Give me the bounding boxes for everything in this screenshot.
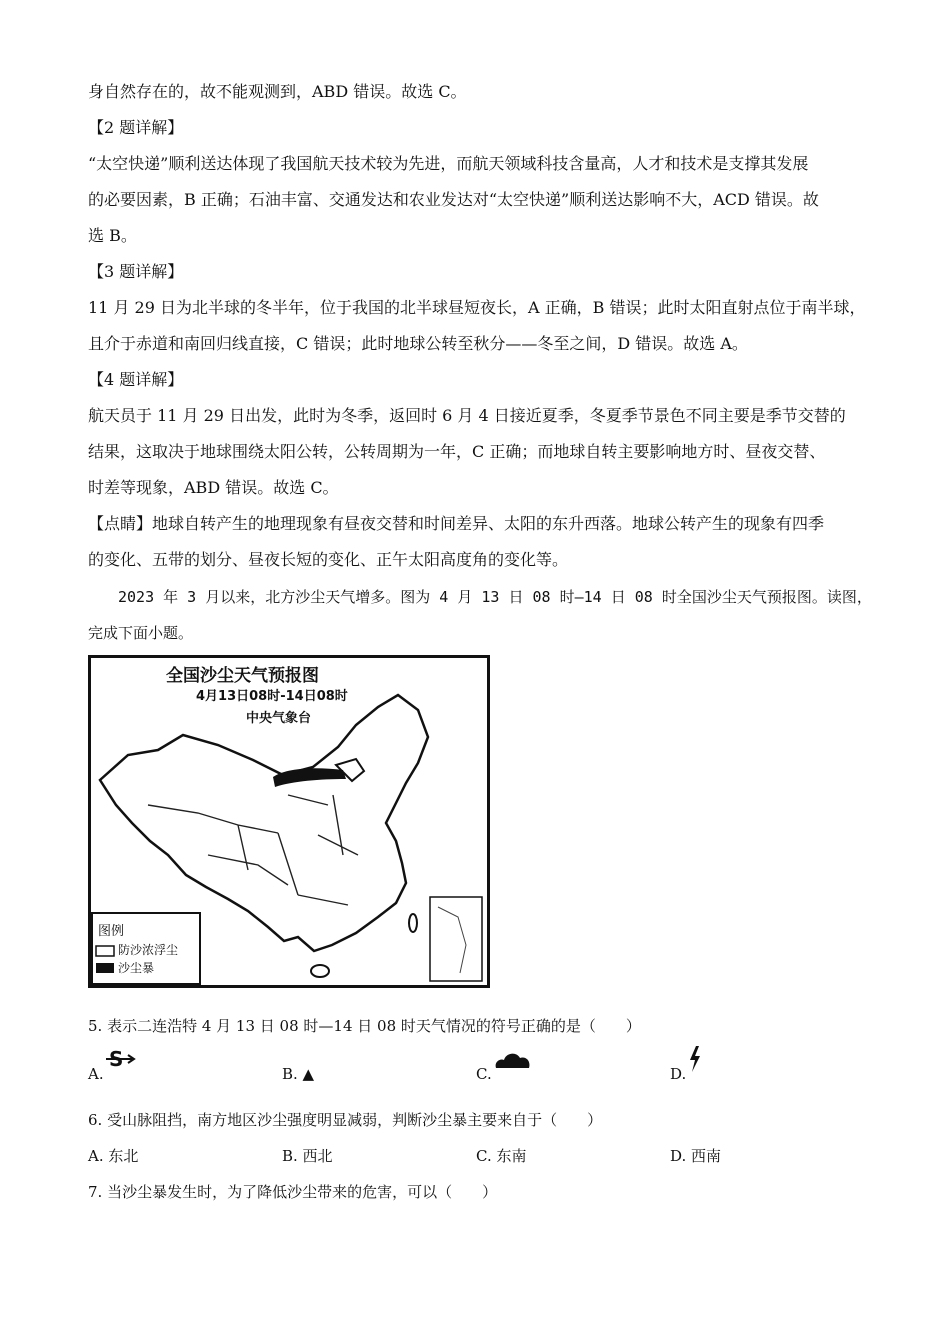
map-title: 全国沙尘天气预报图 bbox=[166, 666, 319, 686]
text-line: 航天员于 11 月 29 日出发，此时为冬季，返回时 6 月 4 日接近夏季，冬夏季节景色不同主要是季节交替的 bbox=[88, 406, 846, 425]
legend-label-float-dust: 防沙浓浮尘 bbox=[118, 943, 179, 957]
map-agency: 中央气象台 bbox=[246, 711, 312, 726]
map-graphic bbox=[88, 655, 490, 988]
note-line: 【点睛】地球自转产生的地理现象有昼夜交替和时间差异、太阳的东升西落。地球公转产生的现象有四季 bbox=[88, 514, 825, 533]
question-6-stem: 6. 受山脉阻挡，南方地区沙尘强度明显减弱，判断沙尘暴主要来自于（ ） bbox=[88, 1111, 603, 1129]
q5-option-c[interactable] bbox=[476, 1064, 492, 1084]
legend-label-dust-storm: 沙尘暴 bbox=[118, 961, 155, 975]
question-5-stem: 5. 表示二连浩特 4 月 13 日 08 时—14 日 08 时天气情况的符号正确的是（ ） bbox=[88, 1017, 641, 1035]
text-line: 且介于赤道和南回归线直接，C 错误；此时地球公转至秋分——冬至之间，D 错误。故选 A。 bbox=[88, 334, 748, 353]
legend-title: 图例 bbox=[98, 924, 125, 939]
q5-option-d[interactable] bbox=[670, 1064, 686, 1084]
section-heading: 【3 题详解】 bbox=[88, 262, 184, 281]
text-line: 身自然存在的，故不能观测到，ABD 错误。故选 C。 bbox=[88, 82, 467, 101]
text-line: 选 B。 bbox=[88, 226, 137, 245]
south-china-sea-inset bbox=[430, 897, 482, 981]
question-7-stem: 7. 当沙尘暴发生时，为了降低沙尘带来的危害，可以（ ） bbox=[88, 1183, 498, 1201]
section-heading: 【4 题详解】 bbox=[88, 370, 184, 389]
cloud-symbol-icon bbox=[494, 1050, 532, 1070]
svg-text:S: S bbox=[109, 1048, 124, 1070]
q5-option-b[interactable] bbox=[282, 1064, 314, 1084]
sandstorm-symbol-icon bbox=[106, 1048, 136, 1070]
option-label: B. ▲ bbox=[282, 1065, 315, 1083]
intro-line: 完成下面小题。 bbox=[88, 624, 194, 642]
q5-option-a[interactable] bbox=[88, 1064, 104, 1084]
option-label: A. bbox=[88, 1065, 104, 1083]
map-subtitle: 4月13日08时-14日08时 bbox=[196, 689, 348, 704]
q6-option-c[interactable]: C. 东南 bbox=[476, 1147, 527, 1165]
text-line: 时差等现象，ABD 错误。故选 C。 bbox=[88, 478, 339, 497]
intro-line: 2023 年 3 月以来，北方沙尘天气增多。图为 4 月 13 日 08 时—14 日 08 时全国沙尘天气预报图。读图， bbox=[118, 588, 872, 606]
text-line: “太空快递”顺利送达体现了我国航天技术较为先进，而航天领域科技含量高，人才和技术是支撑其发展 bbox=[88, 154, 809, 173]
text-line: 结果，这取决于地球围绕太阳公转，公转周期为一年，C 正确；而地球自转主要影响地方时、昼夜交替、 bbox=[88, 442, 826, 461]
lightning-symbol-icon bbox=[688, 1046, 702, 1072]
text-line: 的必要因素，B 正确；石油丰富、交通发达和农业发达对“太空快递”顺利送达影响不大，ACD 错误。故 bbox=[88, 190, 819, 209]
dust-forecast-map bbox=[88, 655, 490, 988]
text-line: 的变化、五带的划分、昼夜长短的变化、正午太阳高度角的变化等。 bbox=[88, 550, 569, 569]
text-line: 11 月 29 日为北半球的冬半年，位于我国的北半球昼短夜长，A 正确，B 错误；此时太阳直射点位于南半球， bbox=[88, 298, 866, 317]
q6-option-a[interactable]: A. 东北 bbox=[88, 1147, 139, 1165]
option-label: C. bbox=[476, 1065, 492, 1083]
q6-option-b[interactable]: B. 西北 bbox=[282, 1147, 333, 1165]
legend-swatch-dust-storm bbox=[96, 963, 114, 973]
section-heading: 【2 题详解】 bbox=[88, 118, 184, 137]
option-label: D. bbox=[670, 1065, 687, 1083]
q6-option-d[interactable]: D. 西南 bbox=[670, 1147, 722, 1165]
